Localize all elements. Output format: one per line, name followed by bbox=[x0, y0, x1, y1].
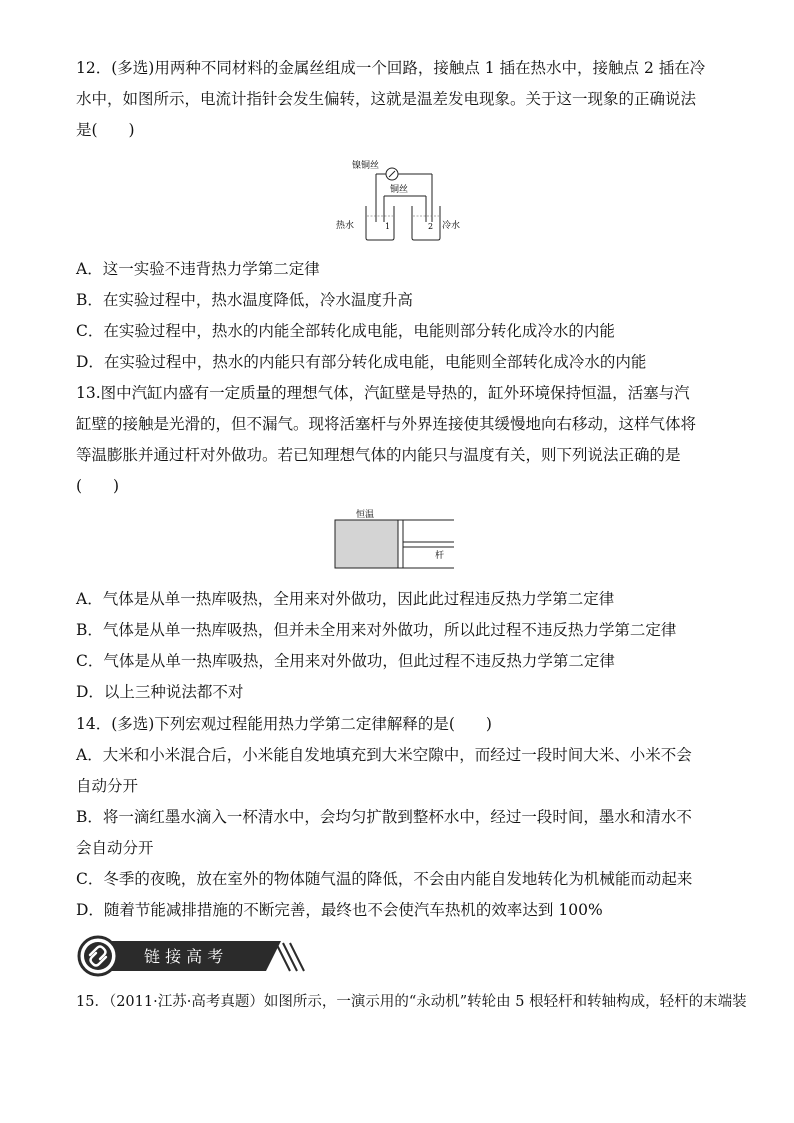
label-cold-water: 冷水 bbox=[442, 221, 461, 231]
q14-stem: 14．(多选)下列宏观过程能用热力学第二定律解释的是( ) bbox=[76, 715, 492, 733]
section-banner bbox=[76, 933, 306, 977]
q14-option-d: D．随着节能减排措施的不断完善，最终也不会使汽车热机的效率达到 100% bbox=[76, 901, 603, 919]
q13-stem-line-1: 13.图中汽缸内盛有一定质量的理想气体，汽缸壁是导热的，缸外环境保持恒温，活塞与汽 bbox=[76, 384, 690, 402]
label-copper: 铜丝 bbox=[390, 185, 409, 195]
cylinder-figure bbox=[330, 506, 460, 572]
junction-2-label: 2 bbox=[428, 222, 434, 231]
label-nickel-copper: 镍铜丝 bbox=[352, 161, 380, 171]
q13-option-c: C．气体是从单一热库吸热，全用来对外做功，但此过程不违反热力学第二定律 bbox=[76, 652, 615, 670]
q12-stem-line-2: 水中，如图所示，电流计指针会发生偏转，这就是温差发电现象。关于这一现象的正确说法 bbox=[76, 90, 697, 108]
label-constant-temp: 恒温 bbox=[356, 510, 375, 520]
q12-option-b: B．在实验过程中，热水温度降低，冷水温度升高 bbox=[76, 291, 413, 309]
q12-option-d: D．在实验过程中，热水的内能只有部分转化成电能，电能则全部转化成冷水的内能 bbox=[76, 353, 647, 371]
q14-option-c: C．冬季的夜晚，放在室外的物体随气温的降低，不会由内能自发地转化为机械能而动起来 bbox=[76, 870, 693, 888]
q12-option-a: A．这一实验不违背热力学第二定律 bbox=[76, 260, 320, 278]
q13-option-b: B．气体是从单一热库吸热，但并未全用来对外做功，所以此过程不违反热力学第二定律 bbox=[76, 621, 677, 639]
label-hot-water: 热水 bbox=[336, 221, 355, 231]
thermocouple-figure bbox=[332, 154, 462, 244]
q12-option-c: C．在实验过程中，热水的内能全部转化成电能，电能则部分转化成冷水的内能 bbox=[76, 322, 615, 340]
q14-option-b-line-1: B．将一滴红墨水滴入一杯清水中，会均匀扩散到整杯水中，经过一段时间，墨水和清水不 bbox=[76, 808, 692, 826]
q13-stem-line-4: ( ) bbox=[76, 477, 120, 495]
piston bbox=[398, 520, 403, 568]
q14-option-a-line-2: 自动分开 bbox=[76, 777, 139, 795]
q13-stem-line-2: 缸壁的接触是光滑的，但不漏气。现将活塞杆与外界连接使其缓慢地向右移动，这样气体将 bbox=[76, 415, 697, 433]
banner-title: 链 接 高 考 bbox=[144, 947, 224, 966]
q14-option-b-line-2: 会自动分开 bbox=[76, 839, 154, 857]
q13-stem-line-3: 等温膨胀并通过杆对外做功。若已知理想气体的内能只与温度有关，则下列说法正确的是 bbox=[76, 446, 681, 464]
q12-stem-line-1: 12．(多选)用两种不同材料的金属丝组成一个回路，接触点 1 插在热水中，接触点 2 插在冷 bbox=[76, 59, 706, 77]
q13-option-a: A．气体是从单一热库吸热，全用来对外做功，因此此过程违反热力学第二定律 bbox=[76, 590, 615, 608]
q13-option-d: D．以上三种说法都不对 bbox=[76, 683, 244, 701]
junction-1-label: 1 bbox=[385, 222, 391, 231]
q14-option-a-line-1: A．大米和小米混合后，小米能自发地填充到大米空隙中，而经过一段时间大米、小米不会 bbox=[76, 746, 692, 764]
label-rod: 杆 bbox=[435, 551, 445, 561]
q15-stem-line-1: 15．（2011·江苏·高考真题）如图所示，一演示用的“永动机”转轮由 5 根轻杆和转轴构成，轻杆的末端装 bbox=[76, 994, 747, 1010]
q12-stem-line-3: 是( ) bbox=[76, 121, 135, 139]
